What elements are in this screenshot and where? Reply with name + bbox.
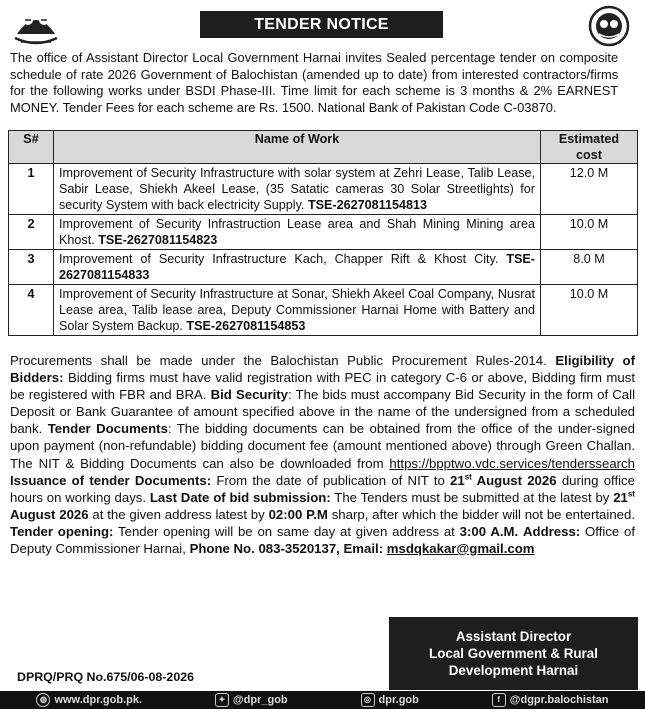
- tender-documents-label: Tender Documents: [47, 421, 168, 437]
- last-date-text-2: at the given address latest by: [92, 506, 265, 522]
- issuance-date-suffix: st: [464, 472, 472, 482]
- work-description: Improvement of Security Infrastructure Kach, Chapper Rift & Khost City.: [59, 252, 499, 266]
- facebook-icon: f: [492, 693, 506, 707]
- last-date-month: August 2026: [10, 506, 89, 522]
- row-sno: 1: [9, 164, 54, 215]
- last-time: 02:00 P.M: [268, 506, 328, 522]
- issuance-date-day: 21: [450, 472, 465, 488]
- tse-number: TSE-2627081154853: [186, 319, 306, 333]
- tse-number: TSE-2627081154823: [98, 233, 218, 247]
- bid-security-label: Bid Security: [210, 387, 289, 403]
- header-sno: S#: [9, 131, 54, 164]
- footer-instagram[interactable]: [361, 693, 419, 707]
- issuance-label: Issuance of tender Documents:: [10, 472, 212, 488]
- address-label: Address:: [523, 523, 581, 539]
- eligibility-text: Bidding firms must have valid registration with PEC in category C-6 or above, Bidding firm must be registered with FBR and BRA.: [10, 370, 635, 403]
- intro-paragraph: The office of Assistant Director Local Government Harnai invites Sealed percentage tender on composite schedule of rate 2026 Government of Balochistan (amended up to date) from interested contractors/firms for the following works under BSDI Phase-III. Time limit for each scheme is 3 months & 2% EARNEST MONEY. Tender Fees for each scheme are Rs. 1500. National Bank of Pakistan Code C-03870.: [10, 50, 619, 115]
- signature-line-3: Development Harnai: [448, 663, 579, 678]
- table-row: [9, 215, 638, 250]
- tender-opening-label: Tender opening:: [10, 523, 114, 539]
- balochistan-government-logo: [10, 4, 62, 48]
- issuance-text: From the date of publication of NIT to: [216, 472, 445, 488]
- row-work-name: [54, 285, 541, 336]
- issuance-date-month: August 2026: [476, 472, 557, 488]
- footer-website[interactable]: [36, 693, 142, 707]
- table-row: [9, 164, 638, 215]
- row-sno: 3: [9, 250, 54, 285]
- issuance-text-2: during office hours on working days.: [10, 472, 635, 505]
- footer-facebook-text: @dgpr.balochistan: [509, 694, 609, 706]
- header-name-of-work: Name of Work: [54, 131, 541, 164]
- signature-line-2: Local Government & Rural: [429, 646, 598, 661]
- last-date-text-3: sharp, after which the bidder will not be entertained.: [331, 506, 635, 522]
- table-row: [9, 285, 638, 336]
- eligibility-label: Eligibility of Bidders:: [10, 353, 635, 386]
- issuance-date: [450, 473, 557, 488]
- twitter-icon: ✦: [215, 693, 229, 707]
- footer-instagram-text: dpr.gob: [378, 694, 419, 706]
- reference-number: DPRQ/PRQ No.675/06-08-2026: [17, 670, 194, 684]
- row-work-name: [54, 250, 541, 285]
- table-header-row: [9, 131, 638, 164]
- row-cost: 10.0 M: [541, 285, 638, 336]
- last-date-suffix: st: [627, 489, 635, 499]
- phone-label: Phone No. 083-3520137, Email:: [189, 541, 384, 557]
- procurement-rules-text: Procurements shall be made under the Balochistan Public Procurement Rules-2014.: [10, 353, 547, 368]
- work-description: Improvement of Security Infrastruction Lease area and Shah Mining Mining area Khost.: [59, 217, 535, 247]
- work-description: Improvement of Security Infrastructure with solar system at Zehri Lease, Talib Lease, Sabir Lease, Shiekh Akeel Lease, (35 Satatic cameras 30 Solar Streetlights) for security System with back electricity Supply.: [59, 166, 535, 212]
- instagram-icon: ◎: [361, 693, 375, 707]
- email-link[interactable]: msdqkakar@gmail.com: [386, 541, 535, 557]
- local-government-logo: [583, 4, 635, 48]
- tse-number: TSE-2627081154813: [307, 198, 427, 212]
- row-sno: 2: [9, 215, 54, 250]
- signature-block: [389, 617, 638, 690]
- footer-facebook[interactable]: [492, 693, 609, 707]
- tender-notice-title: TENDER NOTICE: [200, 11, 443, 38]
- row-work-name: [54, 215, 541, 250]
- row-work-name: [54, 164, 541, 215]
- tender-search-link[interactable]: https://bpptwo.vdc.services/tenderssearch: [389, 455, 635, 471]
- tender-documents-text: : The bidding documents can be obtained from the office of the under-signed upon payment (non-refundable) bidding document fee (amount mentioned above) through Green Challan. The NIT & Bidding Documents can also be downloaded from: [10, 421, 635, 471]
- works-table: [8, 130, 638, 336]
- footer-twitter-text: @dpr_gob: [232, 694, 288, 706]
- last-date-label: Last Date of bid submission:: [149, 489, 331, 505]
- row-cost: 12.0 M: [541, 164, 638, 215]
- address-text: Office of Deputy Commissioner Harnai,: [10, 523, 636, 557]
- row-sno: 4: [9, 285, 54, 336]
- bid-security-text: : The bids must accompany Bid Security in the form of Call Deposit or Bank Guarantee of amount specified above in the name of the undersigned from a scheduled bank.: [10, 387, 635, 437]
- header-estimated-cost: Estimated cost: [541, 131, 638, 164]
- last-date-text: The Tenders must be submitted at the latest by: [334, 489, 610, 505]
- signature-line-1: Assistant Director: [455, 629, 572, 644]
- footer-bar: [0, 691, 645, 709]
- terms-paragraph: [10, 352, 635, 557]
- tender-opening-time: 3:00 A.M.: [459, 523, 519, 539]
- tender-opening-text: Tender opening will be on same day at given address at: [118, 523, 455, 539]
- footer-website-text: www.dpr.gob.pk.: [54, 694, 143, 706]
- tse-number: TSE-2627081154833: [59, 252, 535, 282]
- footer-twitter[interactable]: [215, 693, 288, 707]
- globe-icon: ◍: [36, 693, 50, 707]
- last-date-day: 21: [613, 489, 628, 505]
- work-description: Improvement of Security Infrastructure at Sonar, Shiekh Akeel Coal Company, Nusrat Lease area, Talib lease area, Deputy Commissioner Harnai Home with Battery and Solar System Backup.: [59, 287, 535, 333]
- table-row: [9, 250, 638, 285]
- row-cost: 8.0 M: [541, 250, 638, 285]
- row-cost: 10.0 M: [541, 215, 638, 250]
